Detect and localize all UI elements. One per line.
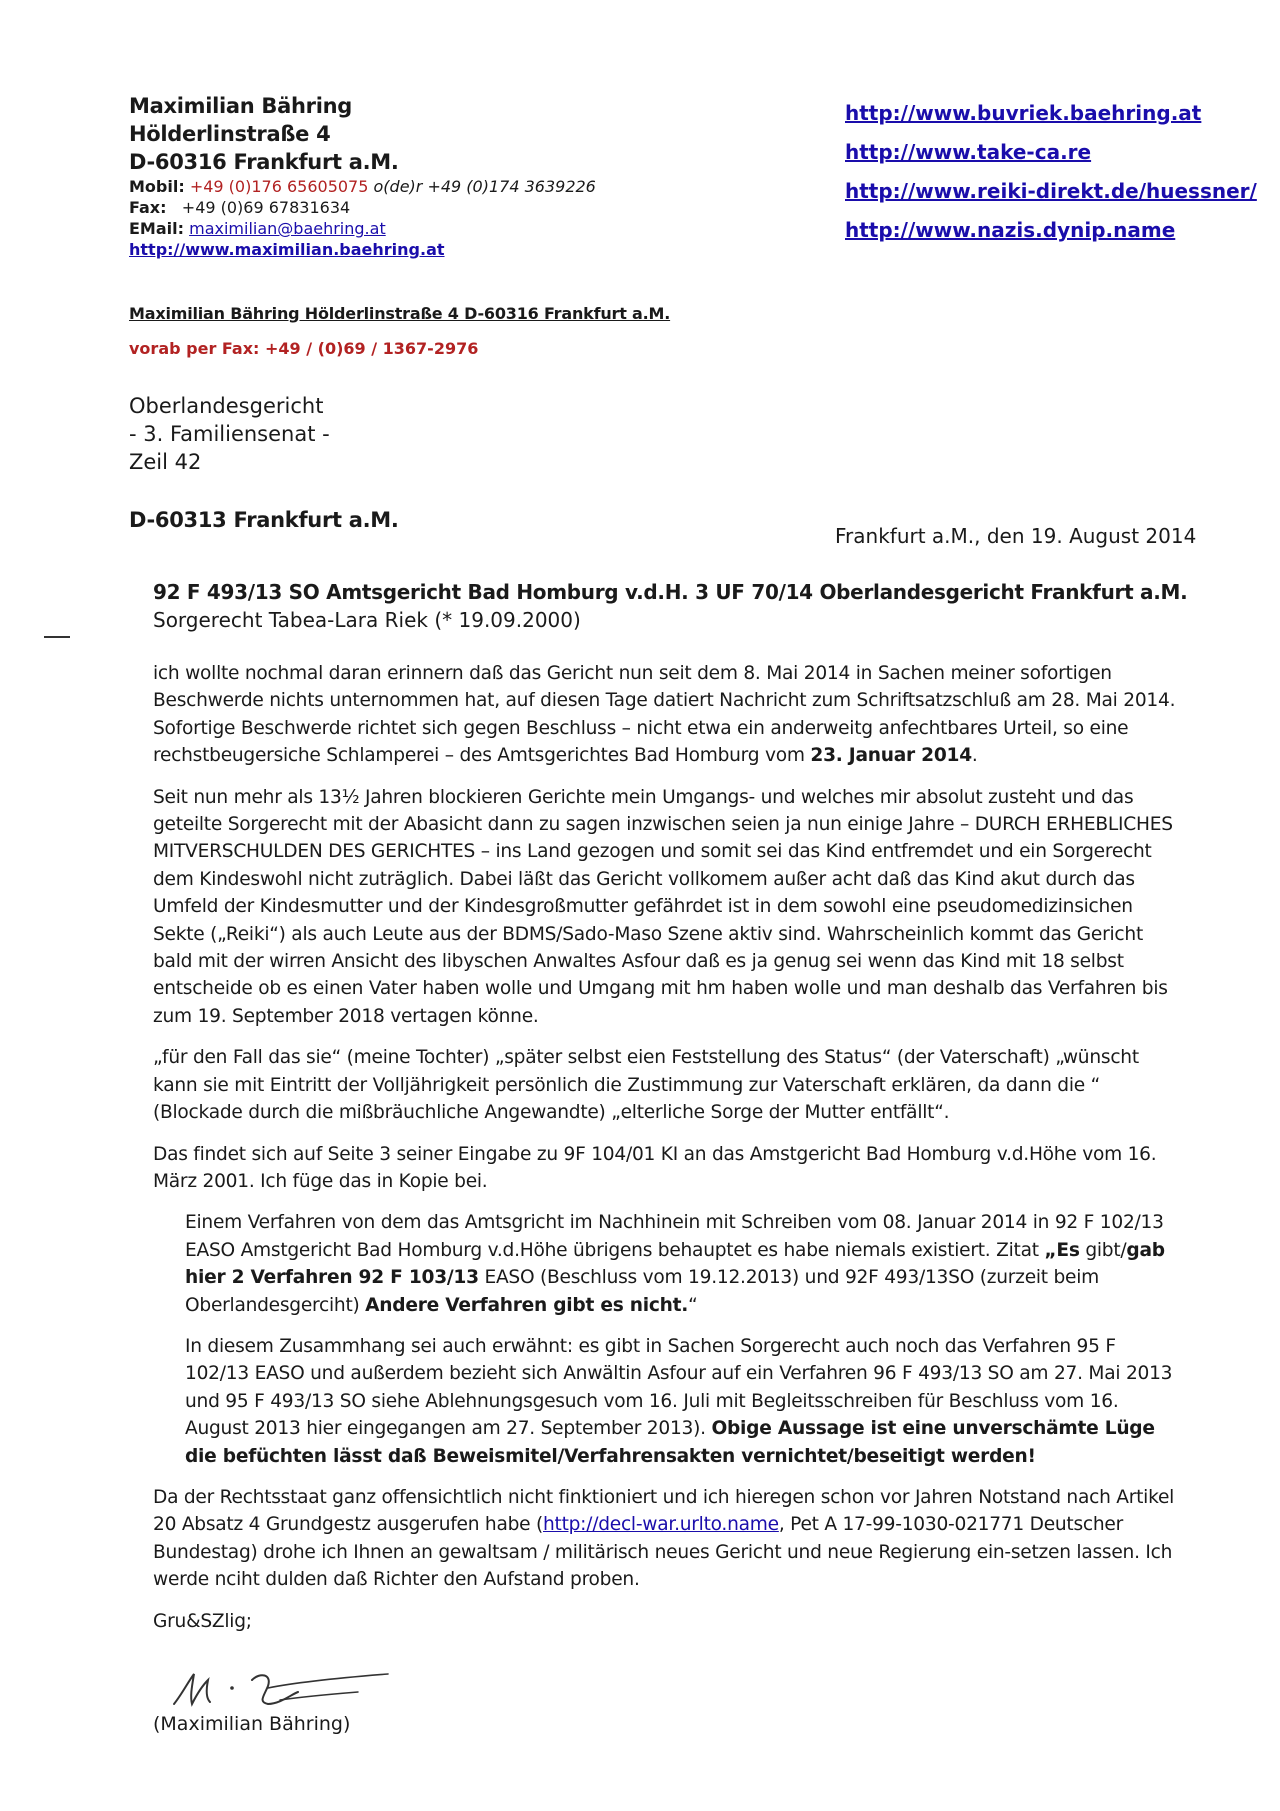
sender-block [129,92,596,260]
paragraph-7: Da der Rechtsstaat ganz offensichtlich nicht finktioniert und ich hieregen schon vor Jahren Notstand nach Artikel 20 Absatz 4 Grundgestz ausgerufen habe (http://decl-war.urlto.name, Pet A 17-99-1030-021771 Deutscher Bundestag) drohe ich Ihnen an gewaltsam / militärisch neues Gericht und neue Regierung ein-setzen lassen. Ich werde nciht dulden daß Richter den Aufstand proben. [153,1486,1175,1591]
sender-city: D-60316 Frankfurt a.M. [129,150,399,174]
recipient-senate: - 3. Familiensenat - [129,422,330,446]
sender-name: Maximilian Bähring [129,94,352,118]
link-take-care[interactable]: http://www.take-ca.re [845,140,1092,164]
link-nazis-dynip[interactable]: http://www.nazis.dynip.name [845,218,1176,242]
email-label: EMail: [129,219,185,238]
mobile-number-1: +49 (0)176 65605075 [189,177,369,196]
paragraph-5-indented: Einem Verfahren von dem das Amtsgricht im Nachhinein mit Schreiben vom 08. Januar 2014 in 92 F 102/13 EASO Amstgericht Bad Homburg v.d.Höhe übrigens behauptet es habe niemals existiert. Zitat „Es gibt/gab hier 2 Verfahren 92 F 103/13 EASO (Beschluss vom 19.12.2013) und 92F 493/13SO (zurzeit beim Oberlandesgerciht) Andere Verfahren gibt es nicht.“ [185,1212,1165,1316]
letter-date: Frankfurt a.M., den 19. August 2014 [835,524,1197,548]
recipient-block [129,392,330,476]
email-link[interactable]: maximilian@baehring.at [189,219,386,238]
fax-number: +49 (0)69 67831634 [181,198,351,217]
paragraph-3-quote: „für den Fall das sie“ (meine Tochter) „später selbst eien Feststellung des Status“ (der Vaterschaft) „wünscht kann sie mit Eintritt der Volljährigkeit persönlich die Zustimmung zur Vaterschaft erklären, da dann die “ (Blockade durch die mißbräuchliche Angewandte) „elterliche Sorge der Mutter entfällt“. [153,1047,1139,1124]
paragraph-6-indented: In diesem Zusammhang sei auch erwähnt: es gibt in Sachen Sorgerecht auch noch das Verfahren 95 F 102/13 EASO und außerdem bezieht sich Anwältin Asfour auf ein Verfahren 96 F 493/13 SO am 27. Mai 2013 und 95 F 493/13 SO siehe Ablehnungsgesuch vom 16. Juli mit Begleitsschreiben für Beschluss vom 16. August 2013 hier eingegangen am 27. September 2013). Obige Aussage ist eine unverschämte Lüge die befüchten lässt daß Beweismitel/Verfahrensakten vernichtet/beseitigt werden! [185,1335,1173,1467]
handwritten-signature [168,1660,398,1716]
case-matter: Sorgerecht Tabea-Lara Riek (* 19.09.2000) [153,608,581,632]
fold-mark [44,636,70,638]
closing-greeting: Gru&SZlig; [153,1610,252,1632]
sender-mobile-line [129,176,596,197]
link-buvriek[interactable]: http://www.buvriek.baehring.at [845,101,1202,125]
mobile-number-2: +49 (0)174 3639226 [427,177,596,196]
fax-advance-note: vorab per Fax: +49 / (0)69 / 1367-2976 [129,339,479,358]
sender-web-line [129,239,596,260]
letter-body [153,660,1183,1649]
mobile-or: o(de)r [373,177,423,196]
decl-war-link[interactable]: http://decl-war.urlto.name [543,1514,779,1536]
recipient-court: Oberlandesgericht [129,394,324,418]
recipient-city: D-60313 Frankfurt a.M. [129,508,399,532]
fax-label: Fax: [129,198,167,217]
sender-street: Hölderlinstraße 4 [129,122,331,146]
ruling-date: 23. Januar 2014 [810,745,972,767]
mobile-label: Mobil: [129,177,185,196]
case-reference: 92 F 493/13 SO Amtsgericht Bad Homburg v.d.H. 3 UF 70/14 Oberlandesgericht Frankfurt a.M. [153,580,1188,604]
paragraph-4: Das findet sich auf Seite 3 seiner Eingabe zu 9F 104/01 KI an das Amstgericht Bad Homburg v.d.Höhe vom 16. März 2001. Ich füge das in Kopie bei. [153,1143,1157,1192]
subject-block [153,578,1187,634]
paragraph-1: ich wollte nochmal daran erinnern daß das Gericht nun seit dem 8. Mai 2014 in Sachen meiner sofortigen Beschwerde nichts unternommen hat, auf diesen Tage datiert Nachricht zum Schriftsatzschluß am 28. Mai 2014. Sofortige Beschwerde richtet sich gegen Beschluss – nicht etwa ein anderweitg anfechtbares Urteil, so eine rechstbeugersiche Schlamperei – des Amtsgerichtes Bad Homburg vom 23. Januar 2014. [153,663,1176,767]
paragraph-2: Seit nun mehr als 13½ Jahren blockieren Gerichte mein Umgangs- und welches mir absolut zusteht und das geteilte Sorgerecht mit der Abasicht dann zu sagen inzwischen seien ja nun einige Jahre – DURCH ERHEBLICHES MITVERSCHULDEN DES GERICHTES – ins Land gezogen und somit sei das Kind entfremdet und ein Sorgerecht dem Kindeswohl nicht zuträglich. Dabei läßt das Gericht vollkomem außer acht daß das Kind akut durch das Umfeld der Kindesmutter und der Kindesgroßmutter gefährdet ist in dem sowohl eine pseudomedizinsichen Sekte („Reiki“) als auch Leute aus der BDMS/Sado-Maso Szene aktiv sind. Wahrscheinlich kommt das Gericht bald mit der wirren Ansicht des libyschen Anwaltes Asfour daß es ja genug sei wenn das Kind mit 18 selbst entscheide ob es einen Vater haben wolle und Umgang mit hm haben wolle und man deshalb das Verfahren bis zum 19. September 2018 vertagen könne. [153,786,1173,1027]
header-links [845,100,1257,256]
sender-email-line [129,218,596,239]
recipient-street: Zeil 42 [129,450,202,474]
sender-fax-line [129,197,596,218]
signature-name: (Maximilian Bähring) [153,1713,351,1735]
return-address: Maximilian Bähring Hölderlinstraße 4 D-60316 Frankfurt a.M. [129,304,671,323]
link-reiki-direkt[interactable]: http://www.reiki-direkt.de/huessner/ [845,179,1257,203]
sender-website-link[interactable]: http://www.maximilian.baehring.at [129,240,445,259]
